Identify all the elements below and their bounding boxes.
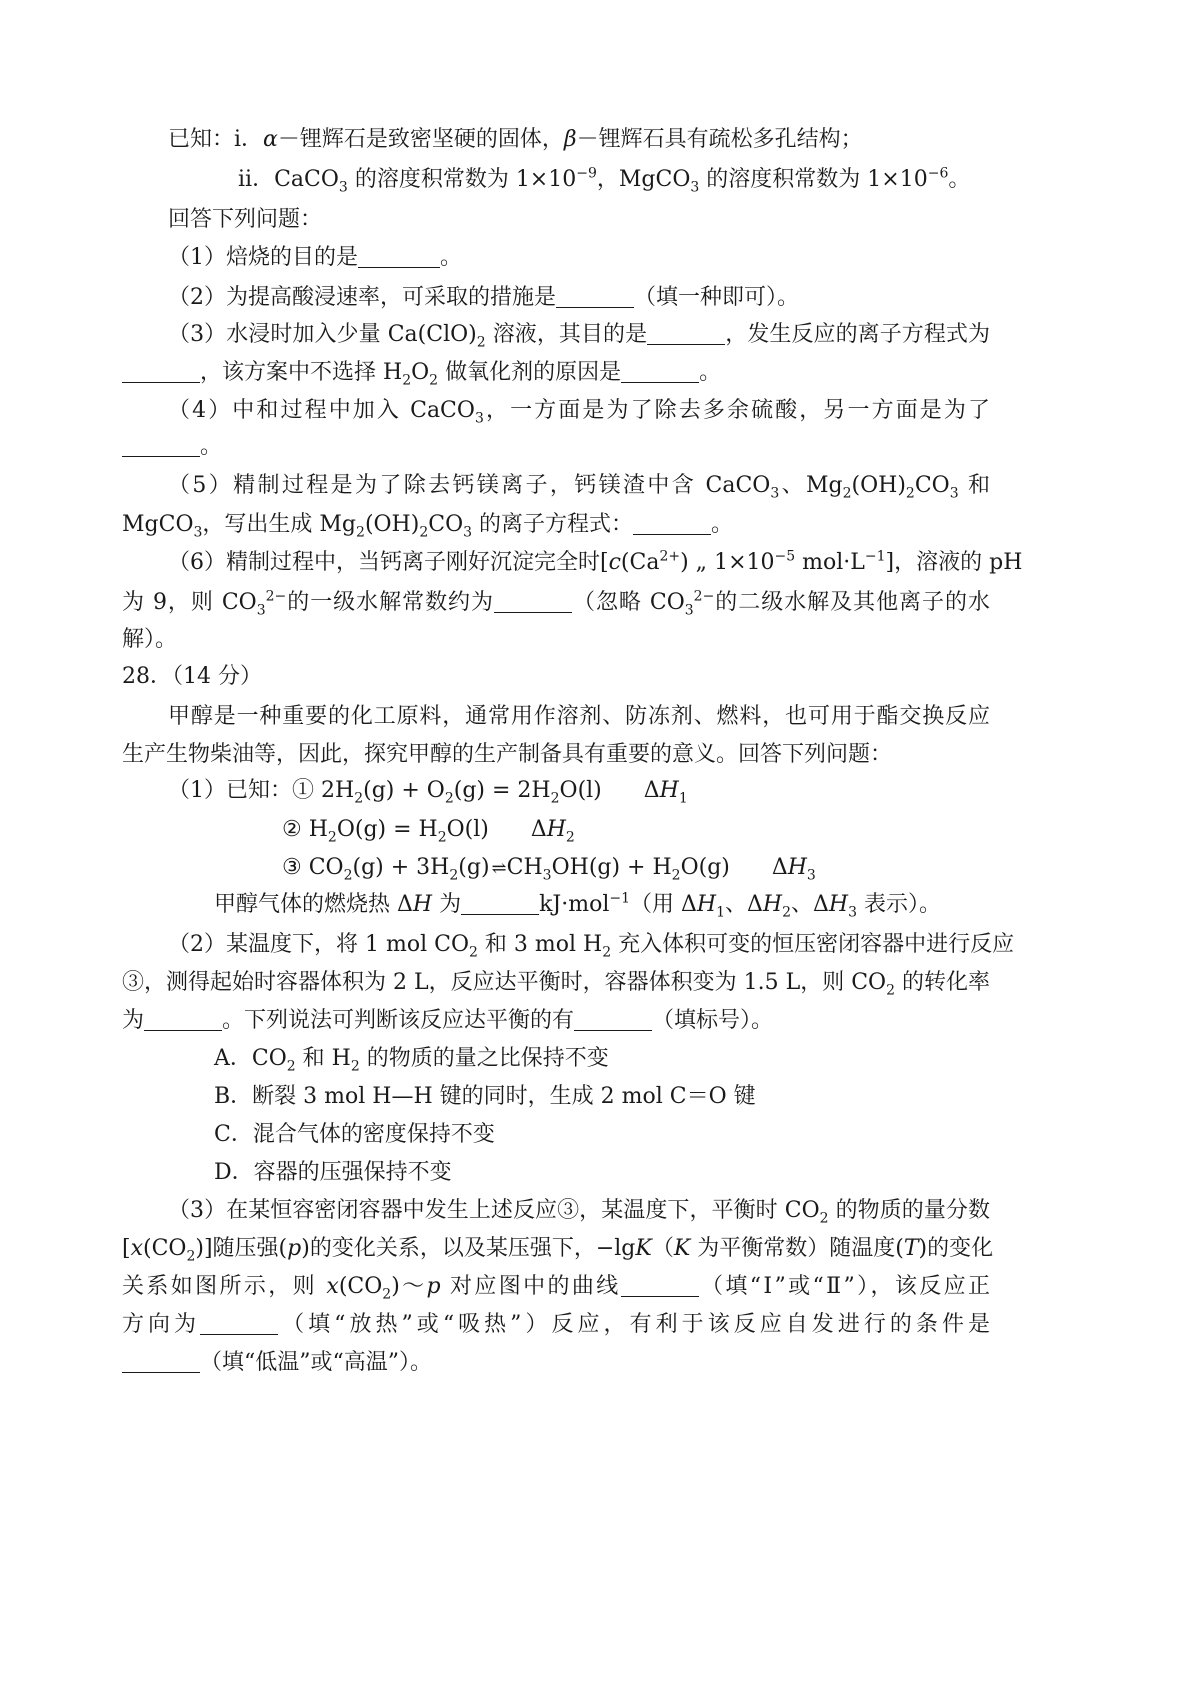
answer-blank[interactable] xyxy=(200,1310,278,1335)
text: D．容器的压强保持不变 xyxy=(214,1160,452,1185)
known-condition-1 xyxy=(168,125,1200,155)
text: B．断裂 3 mol H—H 键的同时，生成 2 mol C＝O 键 xyxy=(214,1084,756,1109)
question-2 xyxy=(168,283,1200,313)
equation-3 xyxy=(282,853,1200,884)
question-28-2 xyxy=(168,930,1015,961)
text: 回答下列问题： xyxy=(168,207,323,232)
question-28-3-end xyxy=(122,1348,1200,1378)
answer-blank[interactable] xyxy=(461,890,539,915)
question-28-3-cont3 xyxy=(122,1310,990,1340)
answer-blank[interactable] xyxy=(144,1006,222,1031)
text: 28．（14 分） xyxy=(122,664,262,689)
equation-1 xyxy=(168,776,1200,806)
question-5-cont xyxy=(122,510,1200,540)
answer-blank[interactable] xyxy=(647,320,725,345)
text: （1）已知：① $2H_2(g) + O_2(g) = 2H_2O(l)$ $\Delta H_1$ xyxy=(168,778,688,807)
intro-line-2 xyxy=(122,740,1200,770)
answer-blank[interactable] xyxy=(122,432,200,457)
answer-blank[interactable] xyxy=(556,283,634,308)
text: 已知：ⅰ．α－锂辉石是致密坚硬的固体，β－锂辉石具有疏松多孔结构； xyxy=(168,127,863,152)
question-28-3 xyxy=(168,1196,990,1226)
question-1 xyxy=(168,243,1200,273)
text: （5）精制过程是为了除去钙镁离子，钙镁渣中含 CaCO$_3$、$Mg_2(OH)_2CO_3$ 和 xyxy=(168,473,990,502)
known-condition-2 xyxy=(238,165,1200,195)
text: ，该方案中不选择 $H_2O_2$ 做氧化剂的原因是 。 xyxy=(122,360,721,385)
answer-blank[interactable] xyxy=(621,1272,699,1297)
answer-blank[interactable] xyxy=(633,510,711,535)
question-28-3-cont xyxy=(122,1234,994,1265)
text: ③，测得起始时容器体积为 2 L，反应达平衡时，容器体积变为 1.5 L，则 $CO_2$ 的转化率 xyxy=(122,970,990,999)
question-28-header xyxy=(122,662,1200,692)
question-5 xyxy=(168,471,990,501)
text: MgCO$_3$，写出生成 $Mg_2(OH)_2CO_3$ 的离子方程式： 。 xyxy=(122,512,734,541)
question-28-2-end xyxy=(122,1006,1200,1036)
question-4 xyxy=(168,396,990,426)
text: 生产生物柴油等，因此，探究甲醇的生产制备具有重要的意义。回答下列问题： xyxy=(122,742,893,767)
question-28-2-cont xyxy=(122,968,990,998)
answer-blank[interactable] xyxy=(494,588,572,613)
answer-blank[interactable] xyxy=(122,1348,200,1373)
answer-blank[interactable] xyxy=(621,358,699,383)
equilibrium-arrow-icon: ⇌ xyxy=(491,858,505,879)
question-3 xyxy=(168,320,990,350)
text: 为 。下列说法可判断该反应达平衡的有 （填标号）。 xyxy=(122,1008,774,1033)
text: ⅱ．CaCO$_3$ 的溶度积常数为 $1\times 10^{-9}$，MgCO$_3$ 的溶度积常数为 $1\times 10^{-6}$。 xyxy=(238,165,971,196)
question-4-cont xyxy=(122,432,1200,462)
text: （6）精制过程中，当钙离子刚好沉淀完全时[$c(Ca^{2+})$ „ $1\times 10^{-5}$ $mol\cdot L^{-1}$]，溶液的 pH xyxy=(168,548,1023,575)
text: 为 9，则 $CO_3^{2-}$的一级水解常数约为 （忽略 $CO_3^{2-}$的二级水解及其他离子的水 xyxy=(122,588,990,619)
question-28-3-cont2 xyxy=(122,1272,990,1302)
text: 甲醇是一种重要的化工原料，通常用作溶剂、防冻剂、燃料，也可用于酯交换反应 xyxy=(168,704,990,729)
option-a xyxy=(214,1044,1200,1074)
question-6-end xyxy=(122,625,1200,655)
text: 甲醇气体的燃烧热 ΔH 为 kJ·mol$^{-1}$（用 $\Delta H_1$、$\Delta H_2$、$\Delta H_3$ 表示）。 xyxy=(214,890,942,921)
answer-blank[interactable] xyxy=(122,358,200,383)
answer-blank[interactable] xyxy=(358,243,440,268)
answer-prompt xyxy=(168,205,1200,235)
text: 。 xyxy=(122,434,222,459)
text: C．混合气体的密度保持不变 xyxy=(214,1122,495,1147)
question-3-cont xyxy=(122,358,1200,388)
text: （2）某温度下，将 1 mol $CO_2$ 和 3 mol $H_2$ 充入体积可变的恒压密闭容器中进行反应 xyxy=(168,932,1015,961)
text: （3）在某恒容密闭容器中发生上述反应③，某温度下，平衡时 $CO_2$ 的物质的量分数 xyxy=(168,1198,990,1227)
text: （4）中和过程中加入 CaCO$_3$，一方面是为了除去多余硫酸，另一方面是为了 xyxy=(168,398,990,427)
text: ② $H_2O(g) = H_2O(l)$ $\Delta H_2$ xyxy=(282,817,575,846)
answer-blank[interactable] xyxy=(574,1006,652,1031)
option-c xyxy=(214,1120,1200,1150)
text: 方向为 （填“放热”或“吸热”）反应，有利于该反应自发进行的条件是 xyxy=(122,1312,990,1337)
text: A．$CO_2$ 和 $H_2$ 的物质的量之比保持不变 xyxy=(214,1046,609,1075)
question-28-1 xyxy=(214,890,1200,920)
text: （1）焙烧的目的是 。 xyxy=(168,245,463,270)
text: 解）。 xyxy=(122,627,178,652)
text: （填“低温”或“高温”）。 xyxy=(122,1350,432,1375)
option-b xyxy=(214,1082,1200,1112)
intro-line-1 xyxy=(168,702,990,732)
text: 关系如图所示，则 $x(CO_2)\sim p$ 对应图中的曲线 （填“Ⅰ”或“Ⅱ”），该反应正 xyxy=(122,1274,990,1303)
text: （2）为提高酸浸速率，可采取的措施是 （填一种即可）。 xyxy=(168,285,800,310)
equation-2 xyxy=(282,815,1200,845)
option-d xyxy=(214,1158,1200,1188)
text: ③ $CO_2(g) + 3H_2(g)$ $\rightleftharpoons CH_3OH(g) + H_2O(g)$ $\Delta H_3$ xyxy=(282,855,816,884)
text: $[x(CO_2)]$随压强(p)的变化关系，以及某压强下，−lgK（K 为平衡常数）随温度(T)的变化 xyxy=(122,1236,994,1265)
question-6-cont xyxy=(122,588,990,618)
text: （3）水浸时加入少量 $Ca(ClO)_2$ 溶液，其目的是 ，发生反应的离子方程式为 xyxy=(168,322,990,351)
question-6 xyxy=(168,548,1023,578)
